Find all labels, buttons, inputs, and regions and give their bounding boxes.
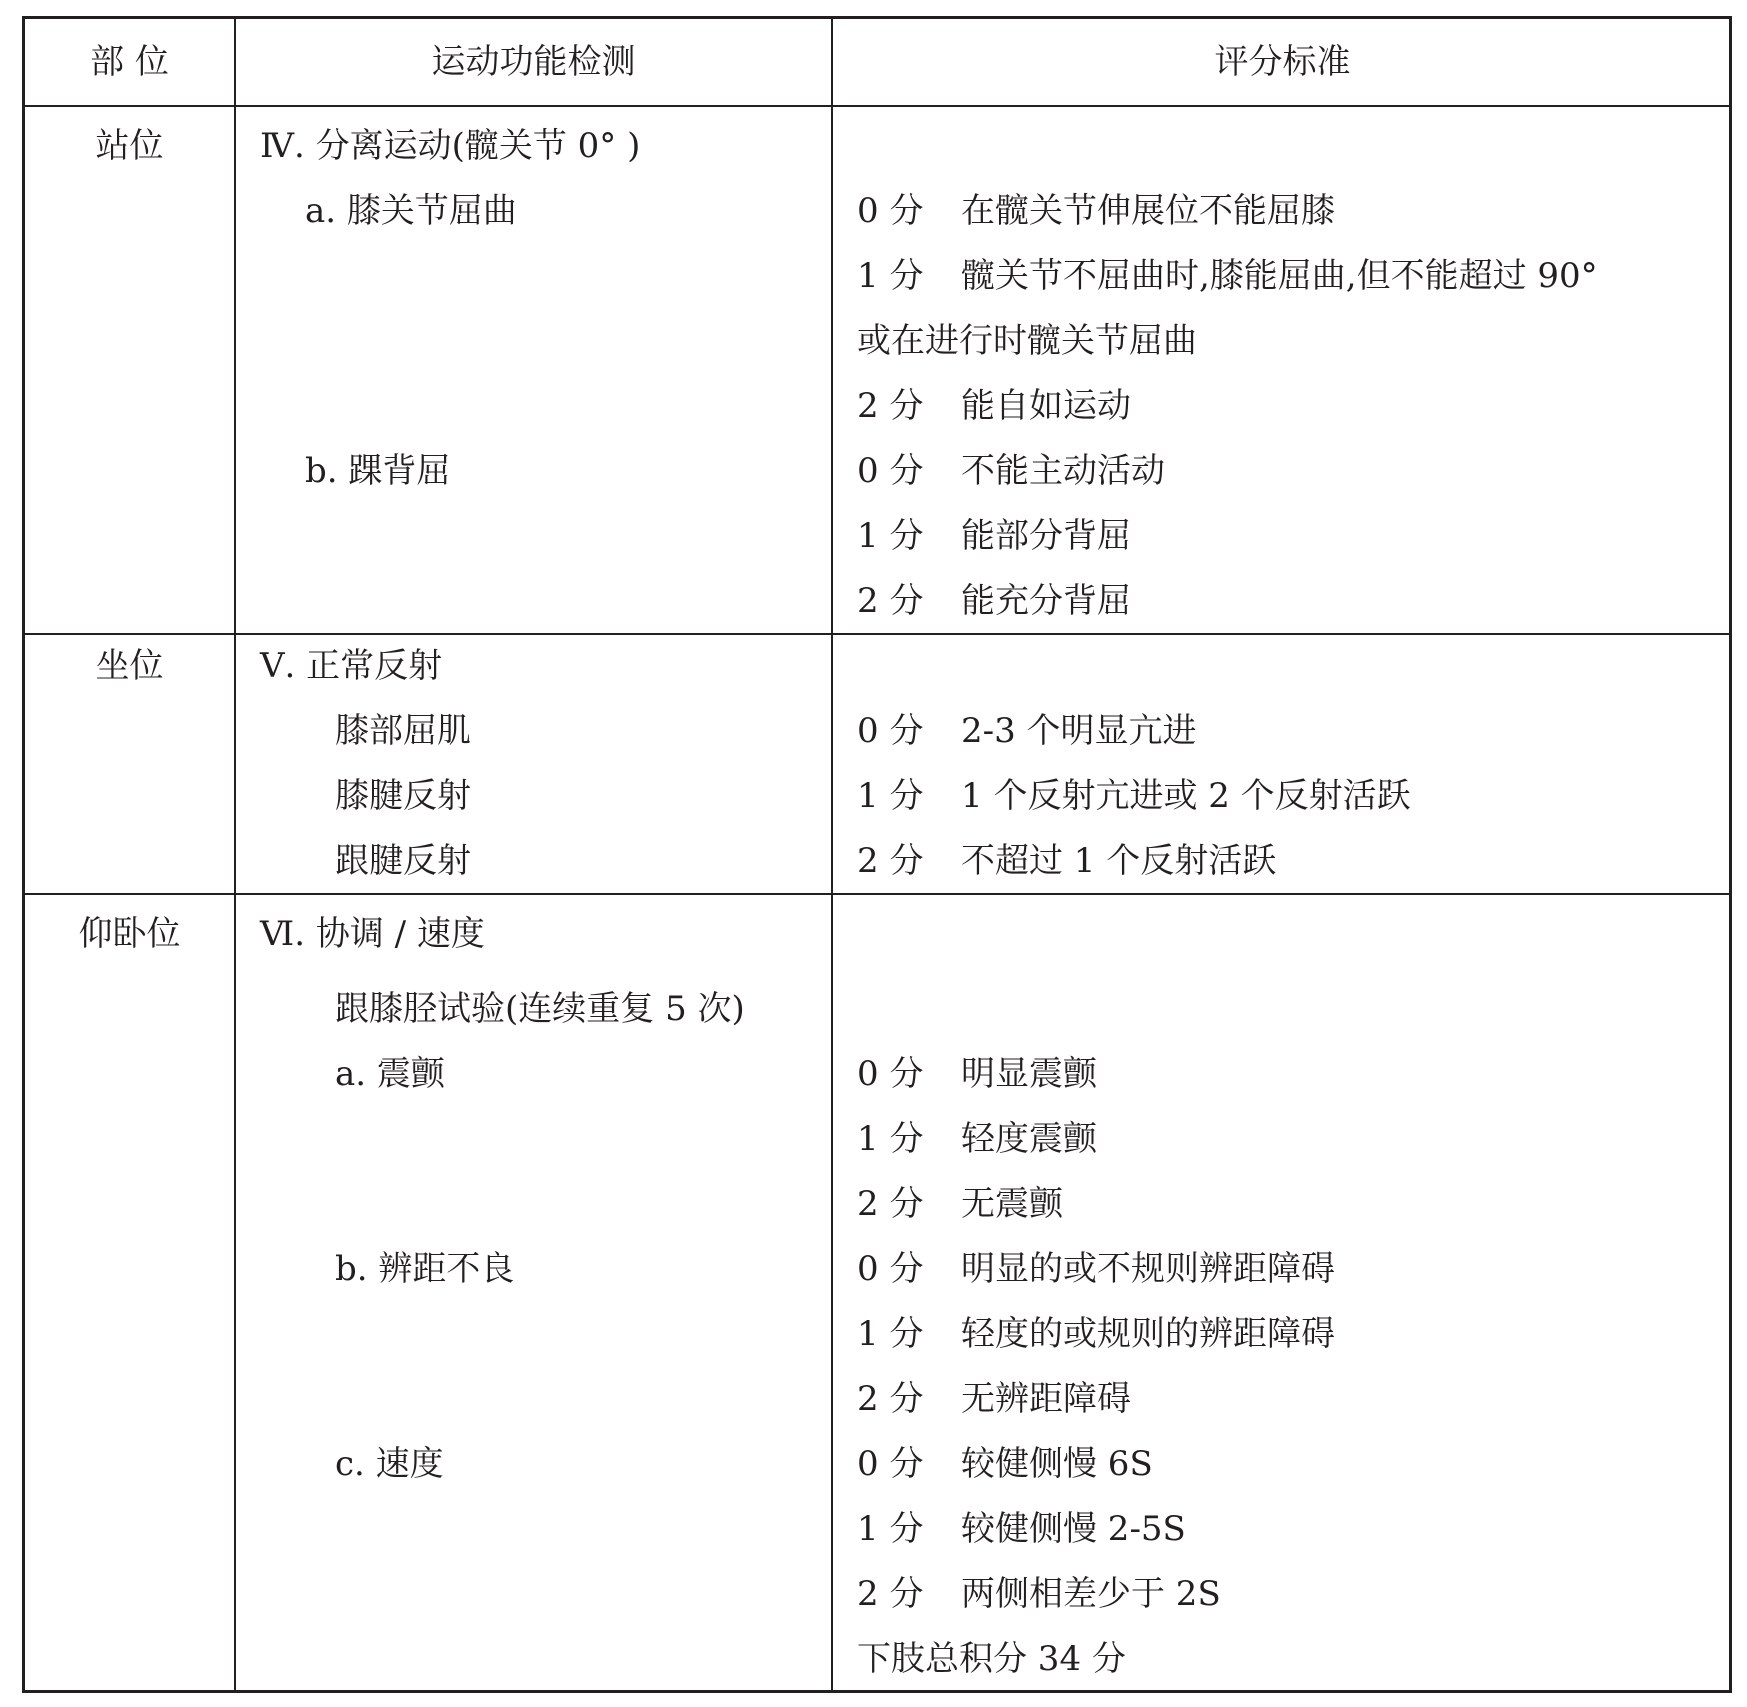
criteria-line (857, 581, 1131, 621)
score-label: 2 分 (857, 1379, 924, 1419)
position-supine: 仰卧位 (78, 914, 181, 954)
criteria-line (857, 451, 1165, 491)
criteria-desc: 能部分背屈 (961, 516, 1131, 556)
header-position: 部 位 (90, 42, 169, 82)
criteria-line (857, 1509, 1186, 1549)
criteria-line (857, 321, 1197, 361)
criteria-line (857, 1249, 1335, 1289)
criteria-desc: 明显的或不规则辨距障碍 (961, 1249, 1335, 1289)
test-line: Ⅳ. 分离运动(髋关节 0° ) (260, 126, 641, 166)
score-label: 2 分 (857, 1184, 924, 1224)
criteria-line (857, 711, 1197, 751)
header-divider (25, 105, 1729, 107)
score-label: 2 分 (857, 841, 924, 881)
test-line: Ⅴ. 正常反射 (260, 646, 443, 686)
criteria-desc: 轻度震颤 (961, 1119, 1097, 1159)
criteria-line (857, 1054, 1097, 1094)
test-line: b. 踝背屈 (305, 451, 451, 491)
criteria-line (857, 1444, 1153, 1484)
criteria-desc: 在髋关节伸展位不能屈膝 (961, 191, 1335, 231)
score-label: 1 分 (857, 516, 924, 556)
criteria-line (857, 841, 1276, 881)
criteria-desc: 髋关节不屈曲时,膝能屈曲,但不能超过 90° (961, 256, 1598, 296)
criteria-line (857, 516, 1131, 556)
test-line: b. 辨距不良 (335, 1249, 515, 1289)
score-label: 1 分 (857, 1314, 924, 1354)
score-label: 0 分 (857, 1444, 924, 1484)
test-line: Ⅵ. 协调 / 速度 (260, 914, 485, 954)
score-label: 2 分 (857, 581, 924, 621)
criteria-desc: 1 个反射亢进或 2 个反射活跃 (961, 776, 1411, 816)
criteria-desc: 两侧相差少于 2S (961, 1574, 1221, 1614)
score-label: 0 分 (857, 451, 924, 491)
test-line: 跟腱反射 (335, 841, 471, 881)
criteria-desc: 无震颤 (961, 1184, 1063, 1224)
score-label: 0 分 (857, 1054, 924, 1094)
header-criteria: 评分标准 (1214, 42, 1351, 82)
criteria-desc: 较健侧慢 6S (961, 1444, 1153, 1484)
column-divider-2 (831, 19, 833, 1690)
criteria-desc: 轻度的或规则的辨距障碍 (961, 1314, 1335, 1354)
criteria-line (857, 1314, 1335, 1354)
total-score-text: 下肢总积分 34 分 (857, 1639, 1126, 1679)
score-label: 1 分 (857, 776, 924, 816)
criteria-desc: 不超过 1 个反射活跃 (961, 841, 1277, 881)
score-label: 1 分 (857, 1119, 924, 1159)
score-label: 0 分 (857, 191, 924, 231)
score-label: 2 分 (857, 1574, 924, 1614)
test-line: 膝腱反射 (335, 776, 471, 816)
criteria-line (857, 386, 1131, 426)
criteria-line (857, 1379, 1131, 1419)
criteria-line (857, 1574, 1221, 1614)
test-line: a. 震颤 (335, 1054, 445, 1094)
score-label: 0 分 (857, 1249, 924, 1289)
position-sitting: 坐位 (95, 646, 164, 686)
criteria-desc: 无辨距障碍 (961, 1379, 1131, 1419)
criteria-line (857, 776, 1411, 816)
row-divider-2 (25, 893, 1729, 895)
criteria-line (857, 256, 1598, 296)
criteria-desc: 明显震颤 (961, 1054, 1097, 1094)
test-line: a. 膝关节屈曲 (305, 191, 517, 231)
test-line: c. 速度 (335, 1444, 444, 1484)
criteria-desc: 不能主动活动 (961, 451, 1165, 491)
criteria-line (857, 1119, 1097, 1159)
row-divider-1 (25, 633, 1729, 635)
column-divider-1 (234, 19, 236, 1690)
criteria-desc: 或在进行时髋关节屈曲 (857, 321, 1197, 361)
criteria-line (857, 191, 1335, 231)
criteria-desc: 能自如运动 (961, 386, 1131, 426)
criteria-line (857, 1184, 1063, 1224)
criteria-desc: 较健侧慢 2-5S (961, 1509, 1186, 1549)
scoring-table (22, 16, 1732, 1693)
test-line: 膝部屈肌 (335, 711, 471, 751)
test-line: 跟膝胫试验(连续重复 5 次) (335, 989, 745, 1029)
total-score-line (857, 1639, 1126, 1679)
score-label: 1 分 (857, 1509, 924, 1549)
header-motor-test: 运动功能检测 (431, 42, 636, 82)
criteria-desc: 2-3 个明显亢进 (961, 711, 1197, 751)
position-standing: 站位 (95, 126, 164, 166)
score-label: 0 分 (857, 711, 924, 751)
score-label: 1 分 (857, 256, 924, 296)
score-label: 2 分 (857, 386, 924, 426)
criteria-desc: 能充分背屈 (961, 581, 1131, 621)
